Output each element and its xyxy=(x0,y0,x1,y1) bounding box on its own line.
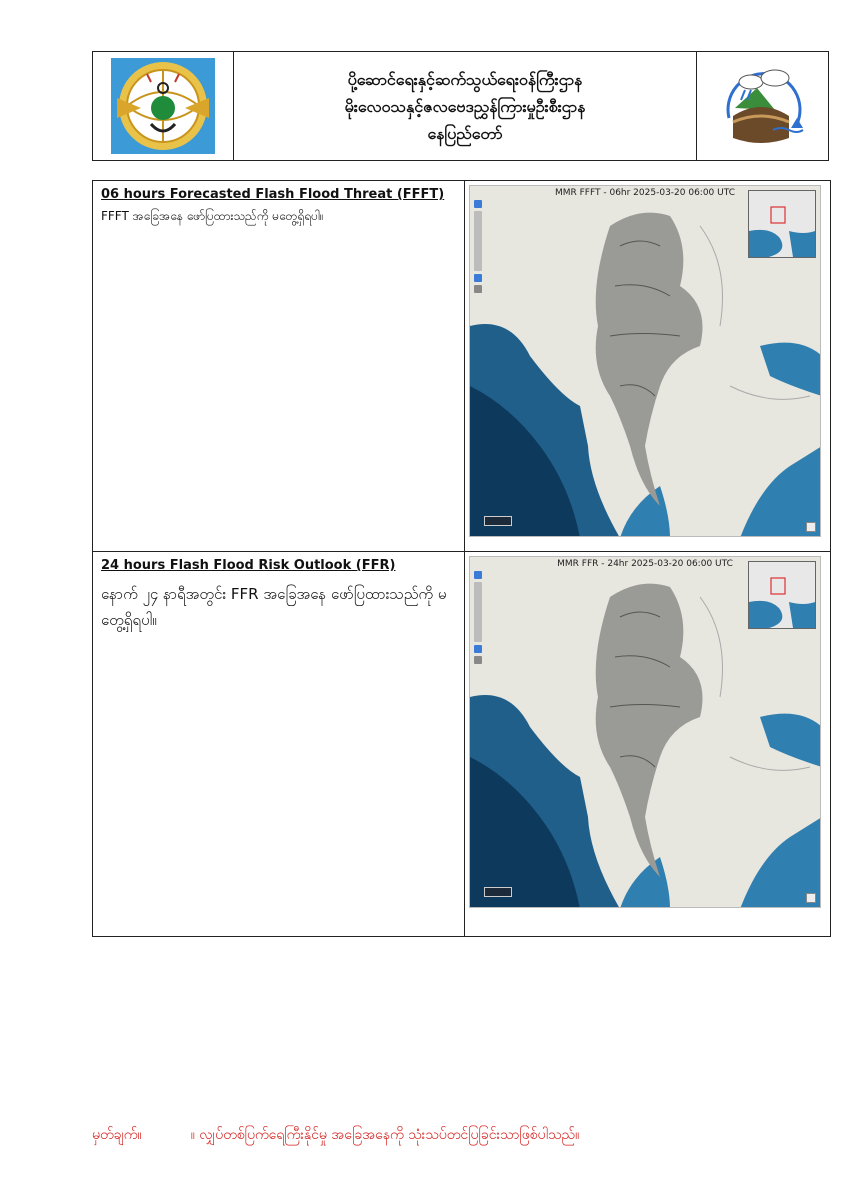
footer-note xyxy=(92,1125,579,1146)
ffft-text-cell xyxy=(93,181,465,551)
zoom-out-icon[interactable] xyxy=(474,645,482,653)
layers-icon[interactable] xyxy=(474,285,482,293)
locator-map-icon xyxy=(749,191,815,257)
zoom-slider[interactable] xyxy=(474,582,482,642)
locator-map-icon xyxy=(749,562,815,628)
ffft-description: FFFT အခြေအနေ ဖော်ပြထားသည်ကို မတွေ့ရှိရပါ။ xyxy=(101,209,324,223)
header-title-block xyxy=(234,52,696,160)
ffr-zoom-controls[interactable] xyxy=(474,571,484,667)
ffr-row xyxy=(93,552,830,936)
city-name: နေပြည်တော် xyxy=(427,123,503,143)
ministry-name: ပို့ဆောင်ရေးနှင့်ဆက်သွယ်ရေးဝန်ကြီးဌာန xyxy=(347,69,583,89)
ffr-map-caption: MMR FFR - 24hr 2025-03-20 06:00 UTC xyxy=(557,559,733,569)
ffft-info-icon[interactable] xyxy=(806,522,816,532)
department-name: မိုးလေဝသနှင့်ဇလဗေဒညွှန်ကြားမှုဦးစီးဌာန xyxy=(344,96,586,116)
header-table xyxy=(92,51,829,161)
hydro-logo-cell xyxy=(696,52,828,160)
zoom-slider[interactable] xyxy=(474,211,482,271)
ffr-title: 24 hours Flash Flood Risk Outlook (FFR) xyxy=(101,558,396,573)
ffft-map-caption: MMR FFFT - 06hr 2025-03-20 06:00 UTC xyxy=(554,188,735,198)
ffr-map-cell xyxy=(465,552,830,936)
footer-text: ။ လျှပ်တစ်ပြက်ရေကြီးနိုင်မှု အခြေအနေကို သုံးသပ်တင်ပြခြင်းသာဖြစ်ပါသည်။ xyxy=(190,1127,580,1143)
ffft-locator-inset xyxy=(748,190,816,258)
ffr-description: နောက် ၂၄ နာရီအတွင်း FFR အခြေအနေ ဖော်ပြထားသည်ကို မတွေ့ရှိရပါ။ xyxy=(101,585,447,629)
ffr-map xyxy=(469,556,821,908)
footer-label: မှတ်ချက်။ xyxy=(92,1127,142,1143)
layers-icon[interactable] xyxy=(474,656,482,664)
forecast-table xyxy=(92,180,831,937)
ffft-map xyxy=(469,185,821,537)
ffr-scale-bar xyxy=(484,887,512,897)
zoom-in-icon[interactable] xyxy=(474,200,482,208)
zoom-out-icon[interactable] xyxy=(474,274,482,282)
zoom-in-icon[interactable] xyxy=(474,571,482,579)
ffr-locator-inset xyxy=(748,561,816,629)
ffr-info-icon[interactable] xyxy=(806,893,816,903)
ministry-logo-cell xyxy=(93,52,234,160)
ffft-scale-bar xyxy=(484,516,512,526)
ffft-map-cell xyxy=(465,181,830,551)
ministry-emblem-logo xyxy=(111,58,215,154)
water-cycle-logo xyxy=(711,58,815,154)
ffr-text-cell xyxy=(93,552,465,936)
ffft-row xyxy=(93,181,830,552)
ffft-title: 06 hours Forecasted Flash Flood Threat (FFFT) xyxy=(101,187,445,202)
ffft-zoom-controls[interactable] xyxy=(474,200,484,296)
